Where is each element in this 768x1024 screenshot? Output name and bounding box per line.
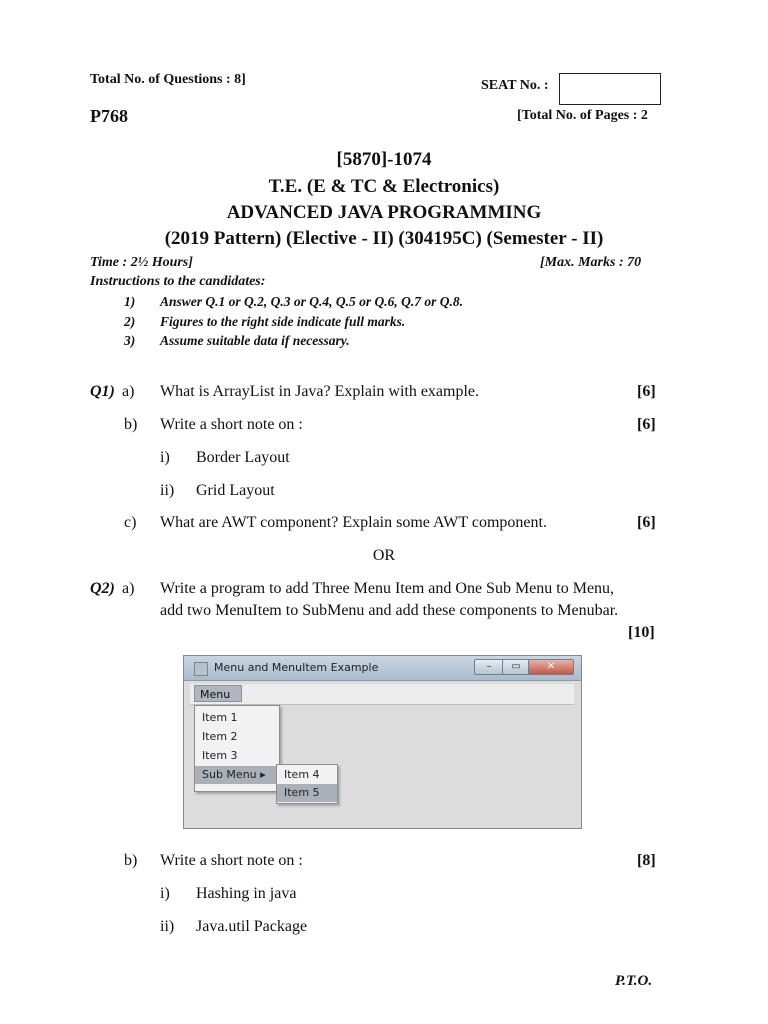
- question-text: Write a short note on :: [160, 416, 303, 433]
- or-separator: OR: [372, 547, 396, 564]
- menu-item: Item 1: [202, 711, 238, 724]
- question-text: Write a short note on :: [160, 852, 303, 869]
- submenu-popup: [276, 764, 338, 804]
- part-label: a): [122, 383, 135, 400]
- menu-tab: Menu: [194, 685, 242, 702]
- submenu-entry: Item 4: [284, 768, 320, 781]
- menu-item: Item 3: [202, 749, 238, 762]
- menu-example-screenshot: [183, 655, 582, 829]
- menu-popup: [194, 705, 280, 792]
- question-text: add two MenuItem to SubMenu and add these components to Menubar.: [160, 602, 619, 619]
- subject-name: ADVANCED JAVA PROGRAMMING: [226, 202, 542, 223]
- question-label-q2: Q2): [90, 580, 115, 597]
- marks: [6]: [637, 416, 656, 433]
- sub-item-text: Hashing in java: [196, 885, 297, 902]
- minimize-icon: –: [474, 659, 504, 675]
- marks: [8]: [637, 852, 656, 869]
- part-label: a): [122, 580, 135, 597]
- sub-item-num: i): [160, 885, 170, 902]
- marks: [6]: [637, 383, 656, 400]
- sub-item-num: i): [160, 449, 170, 466]
- window-title: Menu and MenuItem Example: [214, 661, 379, 674]
- instructions-heading: Instructions to the candidates:: [90, 274, 266, 289]
- instruction-text: Figures to the right side indicate full marks.: [160, 314, 406, 329]
- instruction-text: Assume suitable data if necessary.: [160, 333, 350, 348]
- submenu-entry: Item 5: [277, 784, 337, 802]
- course-name: T.E. (E & TC & Electronics): [268, 176, 500, 197]
- sub-item-num: ii): [160, 918, 175, 935]
- instruction-text: Answer Q.1 or Q.2, Q.3 or Q.4, Q.5 or Q.6, Q.7 or Q.8.: [160, 294, 464, 309]
- sub-item-num: ii): [160, 482, 175, 499]
- question-text: What is ArrayList in Java? Explain with example.: [160, 383, 480, 400]
- window-title-bar: [184, 656, 581, 681]
- exam-code: [5870]-1074: [336, 149, 432, 170]
- menu-item: Item 2: [202, 730, 238, 743]
- close-icon: ✕: [528, 659, 574, 675]
- pattern-line: (2019 Pattern) (Elective - II) (304195C) (Semester - II): [164, 228, 604, 249]
- pto-note: P.T.O.: [615, 973, 653, 989]
- maximize-icon: ▭: [502, 659, 530, 675]
- question-label-q1: Q1): [90, 383, 115, 400]
- part-label: b): [124, 416, 138, 433]
- part-label: c): [124, 514, 137, 531]
- instruction-num: 2): [124, 314, 136, 329]
- sub-item-text: Java.util Package: [196, 918, 308, 935]
- paper-code: P768: [90, 106, 128, 126]
- seat-no-box: [559, 73, 661, 105]
- seat-no-label: SEAT No. :: [481, 78, 549, 93]
- marks: [6]: [637, 514, 656, 531]
- instruction-num: 1): [124, 294, 136, 309]
- instruction-num: 3): [124, 333, 136, 348]
- question-text: Write a program to add Three Menu Item and One Sub Menu to Menu,: [160, 580, 615, 597]
- part-label: b): [124, 852, 138, 869]
- app-icon: [194, 662, 208, 676]
- max-marks: [Max. Marks : 70: [540, 255, 642, 270]
- total-questions: Total No. of Questions : 8]: [90, 72, 246, 87]
- question-text: What are AWT component? Explain some AWT component.: [160, 514, 547, 531]
- marks: [10]: [628, 624, 655, 641]
- menubar: [190, 684, 574, 705]
- sub-item-text: Border Layout: [196, 449, 290, 466]
- time-allowed: Time : 2½ Hours]: [90, 255, 193, 270]
- sub-item-text: Grid Layout: [196, 482, 275, 499]
- total-pages: [Total No. of Pages : 2: [517, 108, 648, 123]
- submenu-item: Sub Menu ▸: [195, 766, 279, 784]
